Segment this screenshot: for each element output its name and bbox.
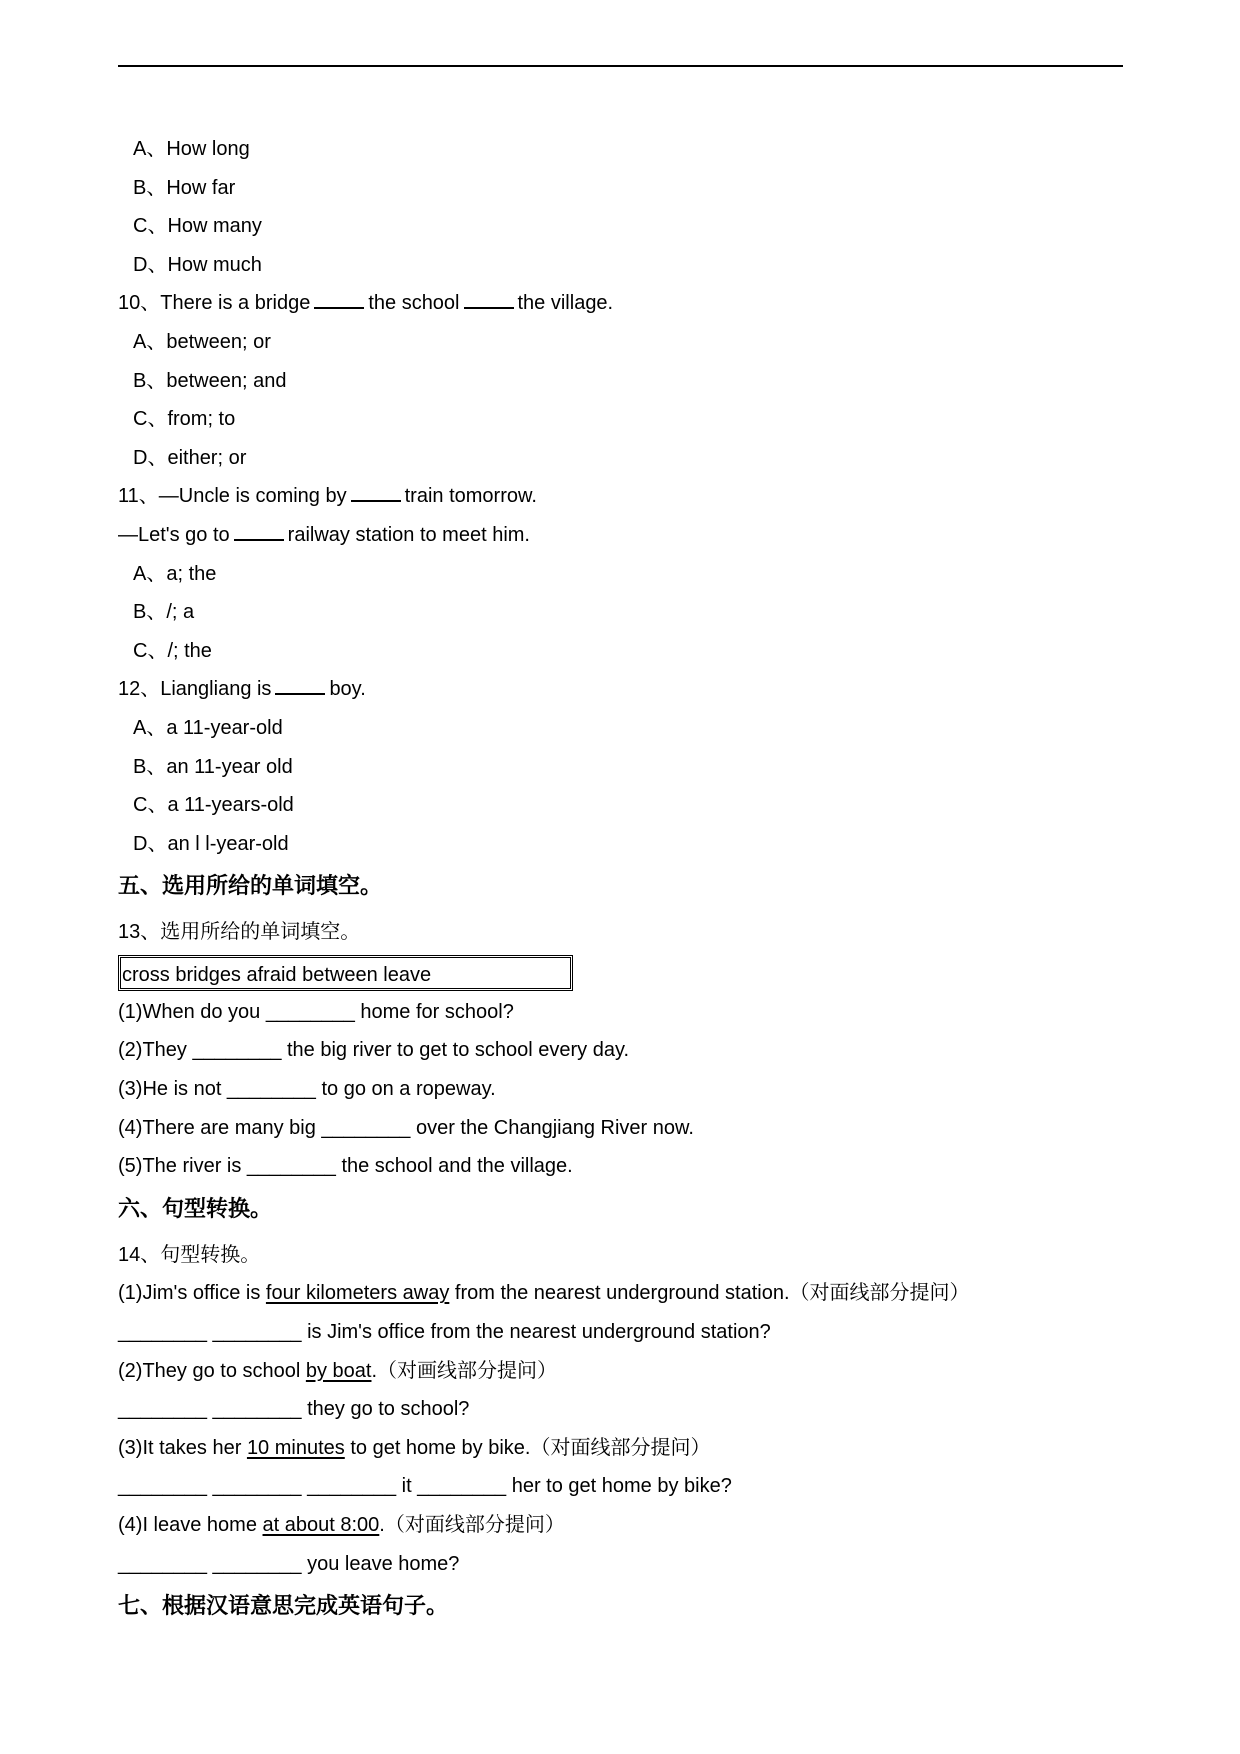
q9-option-c: C、How many — [133, 215, 262, 238]
q12-option-d: D、an l l-year-old — [133, 832, 289, 855]
q11-stem-reply: —Let's go to railway station to meet him. — [118, 523, 530, 546]
word-bank-box: cross bridges afraid between leave — [118, 955, 573, 991]
q14-sentence-3: (3)It takes her 10 minutes to get home by bike.（对面线部分提问） — [118, 1436, 711, 1459]
q12-stem: 12、Liangliang is boy. — [118, 678, 366, 701]
answer-blank — [275, 692, 325, 695]
word-bank — [118, 952, 1123, 993]
section-5-heading: 五、选用所给的单词填空。 — [118, 874, 383, 900]
q13-item-1: (1)When do you ________ home for school? — [118, 1000, 514, 1023]
answer-blank — [464, 306, 514, 309]
q14-answer-2: ________ ________ they go to school? — [118, 1398, 470, 1421]
q12-option-c: C、a 11-years-old — [133, 794, 294, 817]
q11-stem: 11、—Uncle is coming by train tomorrow. — [118, 485, 537, 508]
q12-option-a: A、a 11-year-old — [133, 716, 283, 739]
q9-option-a: A、How long — [133, 138, 250, 160]
q14-sentence-4: (4)I leave home at about 8:00.（对面线部分提问） — [118, 1514, 565, 1536]
header-rule — [118, 65, 1123, 67]
q11-option-a: A、a; the — [133, 562, 217, 585]
q10-option-b: B、between; and — [133, 369, 287, 392]
q9-option-b: B、How far — [133, 176, 236, 199]
q11-option-c: C、/; the — [133, 639, 212, 662]
q13-stem: 13、选用所给的单词填空。 — [118, 921, 361, 944]
answer-blank — [351, 499, 401, 502]
q13-item-3: (3)He is not ________ to go on a ropeway. — [118, 1078, 496, 1101]
q13-item-2: (2)They ________ the big river to get to school every day. — [118, 1039, 630, 1062]
q14-answer-1: ________ ________ is Jim's office from the nearest underground station? — [118, 1321, 771, 1344]
answer-blank — [234, 538, 284, 541]
q12-option-b: B、an 11-year old — [133, 755, 293, 778]
q9-option-d: D、How much — [133, 253, 262, 276]
q10-option-a: A、between; or — [133, 330, 271, 353]
q14-answer-4: ________ ________ you leave home? — [118, 1552, 460, 1575]
q14-answer-3: ________ ________ ________ it ________ her to get home by bike? — [118, 1475, 732, 1498]
section-6-heading: 六、句型转换。 — [118, 1196, 273, 1222]
q14-sentence-1: (1)Jim's office is four kilometers away from the nearest underground station.（对面线部分提问） — [118, 1282, 970, 1305]
worksheet-content — [118, 130, 1123, 1629]
q14-sentence-2: (2)They go to school by boat.（对画线部分提问） — [118, 1359, 558, 1382]
q10-option-d: D、either; or — [133, 446, 247, 469]
q10-stem: 10、There is a bridge the school the village. — [118, 292, 614, 315]
q11-option-b: B、/; a — [133, 601, 195, 624]
answer-blank — [314, 306, 364, 309]
q10-option-c: C、from; to — [133, 408, 236, 431]
section-7-heading: 七、根据汉语意思完成英语句子。 — [118, 1594, 449, 1620]
q13-item-5: (5)The river is ________ the school and the village. — [118, 1155, 573, 1178]
q14-stem: 14、句型转换。 — [118, 1243, 261, 1266]
q13-item-4: (4)There are many big ________ over the Changjiang River now. — [118, 1116, 694, 1139]
